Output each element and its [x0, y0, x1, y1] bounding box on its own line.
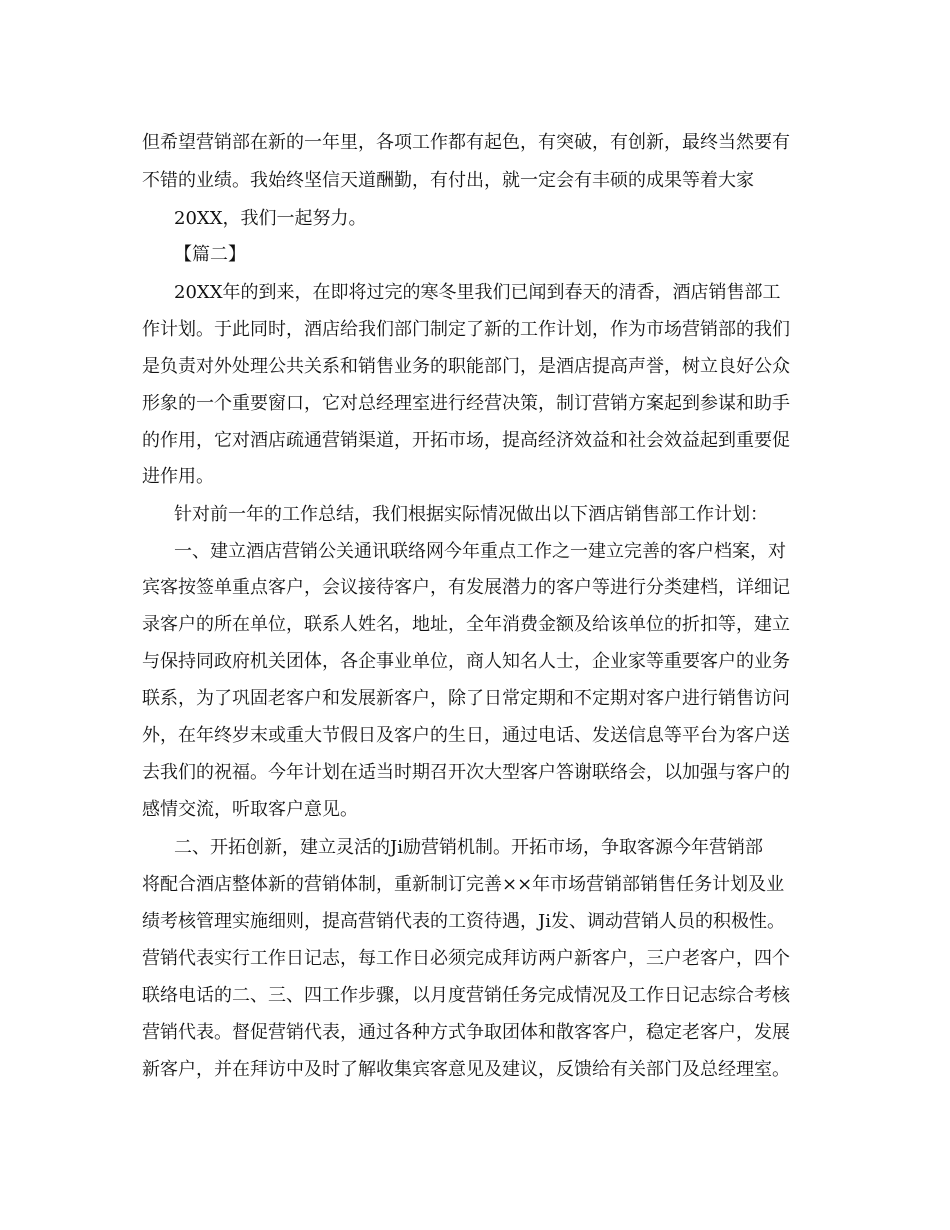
text-line: 作计划。于此同时，酒店给我们部门制定了新的工作计划，作为市场营销部的我们 — [142, 319, 790, 340]
text-line: 针对前一年的工作总结，我们根据实际情况做出以下酒店销售部工作计划： — [174, 504, 768, 525]
text-line: 宾客按签单重点客户，会议接待客户，有发展潜力的客户等进行分类建档，详细记 — [142, 577, 790, 598]
text-line: 与保持同政府机关团体，各企事业单位，商人知名人士，企业家等重要客户的业务 — [142, 651, 790, 672]
text-line: 感情交流，听取客户意见。 — [142, 799, 358, 820]
text-line: 但希望营销部在新的一年里，各项工作都有起色，有突破，有创新，最终当然要有 — [142, 132, 790, 153]
text-line: 不错的业绩。我始终坚信天道酬勤，有付出，就一定会有丰硕的成果等着大家 — [142, 170, 754, 191]
text-line: 外，在年终岁末或重大节假日及客户的生日，通过电话、发送信息等平台为客户送 — [142, 725, 790, 746]
text-line: 二、开拓创新，建立灵活的Ji励营销机制。开拓市场，争取客源今年营销部 — [174, 837, 763, 858]
text-line: 录客户的所在单位，联系人姓名，地址，全年消费金额及给该单位的折扣等，建立 — [142, 614, 790, 635]
text-line: 营销代表。督促营销代表，通过各种方式争取团体和散客客户，稳定老客户，发展 — [142, 1022, 790, 1043]
text-line: 联络电话的二、三、四工作步骤，以月度营销任务完成情况及工作日记志综合考核 — [142, 985, 790, 1006]
text-line: 新客户，并在拜访中及时了解收集宾客意见及建议，反馈给有关部门及总经理室。 — [142, 1059, 790, 1080]
text-line: 一、建立酒店营销公关通讯联络网今年重点工作之一建立完善的客户档案，对 — [174, 541, 786, 562]
section-heading: 【篇二】 — [174, 244, 246, 265]
text-line: 的作用，它对酒店疏通营销渠道，开拓市场，提高经济效益和社会效益起到重要促 — [142, 430, 790, 451]
text-line: 将配合酒店整体新的营销体制，重新制订完善××年市场营销部销售任务计划及业 — [142, 874, 785, 895]
text-line: 营销代表实行工作日记志，每工作日必须完成拜访两户新客户，三户老客户，四个 — [142, 948, 790, 969]
text-line: 20XX年的到来，在即将过完的寒冬里我们已闻到春天的清香，酒店销售部工 — [174, 282, 781, 303]
text-line: 绩考核管理实施细则，提高营销代表的工资待遇，Ji发、调动营销人员的积极性。 — [142, 911, 785, 932]
text-line: 进作用。 — [142, 466, 214, 487]
text-line: 联系，为了巩固老客户和发展新客户，除了日常定期和不定期对客户进行销售访问 — [142, 688, 790, 709]
text-line: 是负责对外处理公共关系和销售业务的职能部门，是酒店提高声誉，树立良好公众 — [142, 356, 790, 377]
text-line: 去我们的祝福。今年计划在适当时期召开次大型客户答谢联络会，以加强与客户的 — [142, 762, 790, 783]
text-line: 形象的一个重要窗口，它对总经理室进行经营决策，制订营销方案起到参谋和助手 — [142, 393, 790, 414]
text-line: 20XX，我们一起努力。 — [174, 208, 367, 229]
